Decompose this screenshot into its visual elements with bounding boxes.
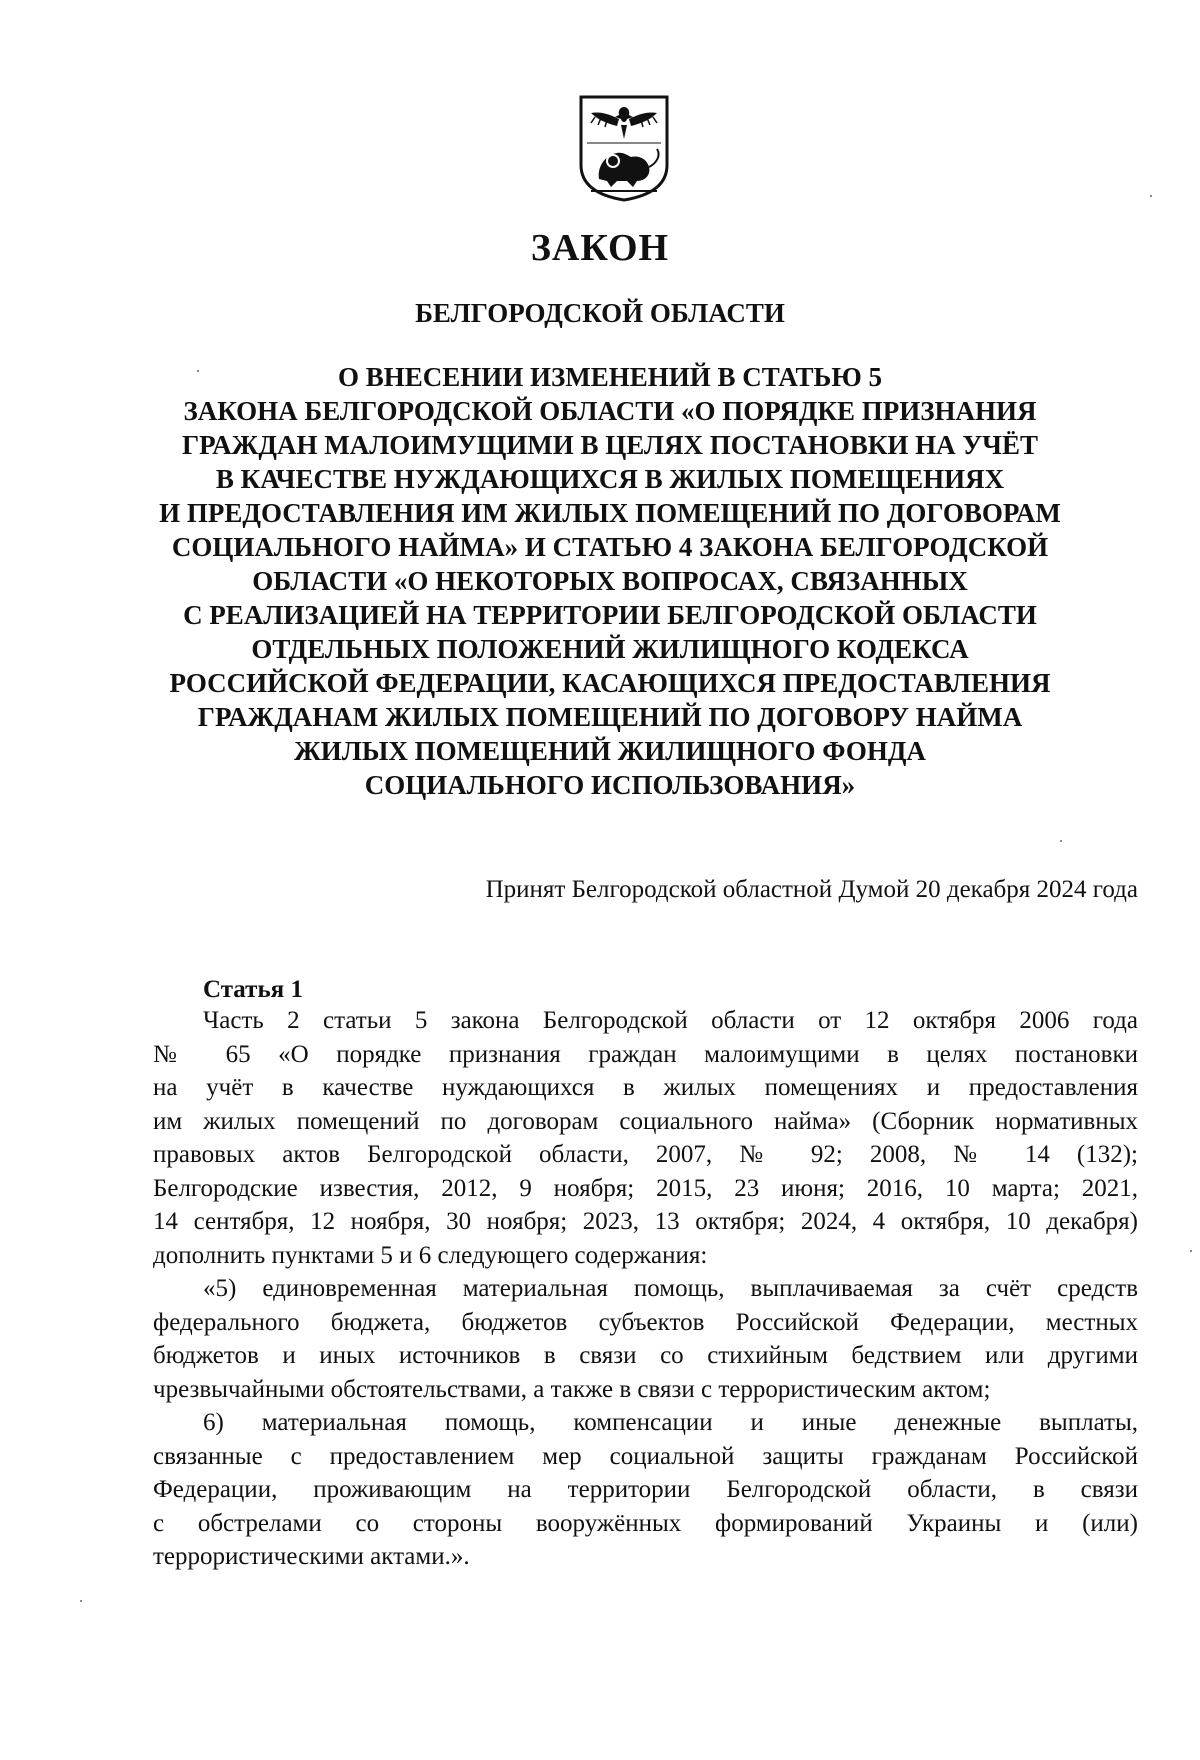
paragraph-line: чрезвычайными обстоятельствами, а также в связи с террористическим актом;	[153, 1375, 991, 1403]
subject-line: ГРАЖДАНАМ ЖИЛЫХ ПОМЕЩЕНИЙ ПО ДОГОВОРУ НАЙМА	[197, 702, 1023, 732]
scan-speck	[1060, 840, 1062, 842]
law-subject-heading	[110, 360, 1110, 802]
paragraph-line: 14 сентября, 12 ноября, 30 ноября; 2023, 13 октября; 2024, 4 октября, 10 декабря)	[153, 1208, 1138, 1235]
article-paragraph	[153, 1272, 1138, 1406]
subject-line: ОБЛАСТИ «О НЕКОТОРЫХ ВОПРОСАХ, СВЯЗАННЫХ	[252, 566, 968, 596]
article-paragraph	[153, 1406, 1138, 1574]
subject-line: С РЕАЛИЗАЦИЕЙ НА ТЕРРИТОРИИ БЕЛГОРОДСКОЙ ОБЛАСТИ	[183, 600, 1037, 630]
paragraph-line: дополнить пунктами 5 и 6 следующего содержания:	[153, 1241, 708, 1269]
paragraph-line: на учёт в качестве нуждающихся в жилых помещениях и предоставления	[153, 1074, 1138, 1101]
paragraph-line: с обстрелами со стороны вооружённых формирований Украины и (или)	[153, 1509, 1138, 1537]
paragraph-line: Федерации, проживающим на территории Белгородской области, в связи	[153, 1476, 1138, 1503]
subject-line: ГРАЖДАН МАЛОИМУЩИМИ В ЦЕЛЯХ ПОСТАНОВКИ НА УЧЁТ	[181, 430, 1039, 460]
subject-line: ОТДЕЛЬНЫХ ПОЛОЖЕНИЙ ЖИЛИЩНОГО КОДЕКСА	[251, 634, 969, 664]
adoption-note: Принят Белгородской областной Думой 20 декабря 2024 года	[485, 876, 1138, 903]
subject-line: СОЦИАЛЬНОГО НАЙМА» И СТАТЬЮ 4 ЗАКОНА БЕЛГОРОДСКОЙ	[171, 532, 1049, 562]
paragraph-line: Белгородские известия, 2012, 9 ноября; 2015, 23 июня; 2016, 10 марта; 2021,	[153, 1174, 1138, 1202]
subject-line: СОЦИАЛЬНОГО ИСПОЛЬЗОВАНИЯ»	[364, 770, 856, 800]
scan-speck	[197, 370, 199, 372]
law-title: ЗАКОН	[530, 227, 670, 269]
subject-line: РОССИЙСКОЙ ФЕДЕРАЦИИ, КАСАЮЩИХСЯ ПРЕДОСТАВЛЕНИЯ	[169, 668, 1051, 698]
paragraph-line: федерального бюджета, бюджетов субъектов Российской Федерации, местных	[153, 1308, 1138, 1336]
subject-line: О ВНЕСЕНИИ ИЗМЕНЕНИЙ В СТАТЬЮ 5	[337, 362, 883, 392]
scan-speck	[80, 1600, 82, 1602]
region-title: БЕЛГОРОДСКОЙ ОБЛАСТИ	[415, 298, 785, 328]
scan-speck	[1190, 1250, 1192, 1252]
paragraph-line: правовых актов Белгородской области, 2007, № 92; 2008, № 14 (132);	[153, 1141, 1138, 1168]
subject-line: ЗАКОНА БЕЛГОРОДСКОЙ ОБЛАСТИ «О ПОРЯДКЕ ПРИЗНАНИЯ	[183, 396, 1037, 426]
paragraph-line: «5) единовременная материальная помощь, выплачиваемая за счёт средств	[203, 1275, 1138, 1302]
coat-of-arms-icon	[577, 93, 671, 203]
subject-line: И ПРЕДОСТАВЛЕНИЯ ИМ ЖИЛЫХ ПОМЕЩЕНИЙ ПО ДОГОВОРАМ	[159, 498, 1061, 528]
subject-line: ЖИЛЫХ ПОМЕЩЕНИЙ ЖИЛИЩНОГО ФОНДА	[294, 736, 926, 766]
article-paragraph	[153, 1004, 1138, 1272]
paragraph-line: им жилых помещений по договорам социального найма» (Сборник нормативных	[153, 1107, 1138, 1135]
paragraph-line: № 65 «О порядке признания граждан малоимущими в целях постановки	[153, 1040, 1138, 1068]
paragraph-line: террористическими актами.».	[153, 1543, 470, 1570]
paragraph-line: бюджетов и иных источников в связи со стихийным бедствием или другими	[153, 1342, 1138, 1369]
paragraph-line: 6) материальная помощь, компенсации и иные денежные выплаты,	[203, 1409, 1138, 1436]
article-heading: Статья 1	[203, 976, 303, 1003]
scan-speck	[1150, 195, 1152, 197]
paragraph-line: связанные с предоставлением мер социальной защиты гражданам Российской	[153, 1442, 1138, 1470]
subject-line: В КАЧЕСТВЕ НУЖДАЮЩИХСЯ В ЖИЛЫХ ПОМЕЩЕНИЯХ	[215, 464, 1005, 494]
paragraph-line: Часть 2 статьи 5 закона Белгородской области от 12 октября 2006 года	[203, 1007, 1138, 1034]
